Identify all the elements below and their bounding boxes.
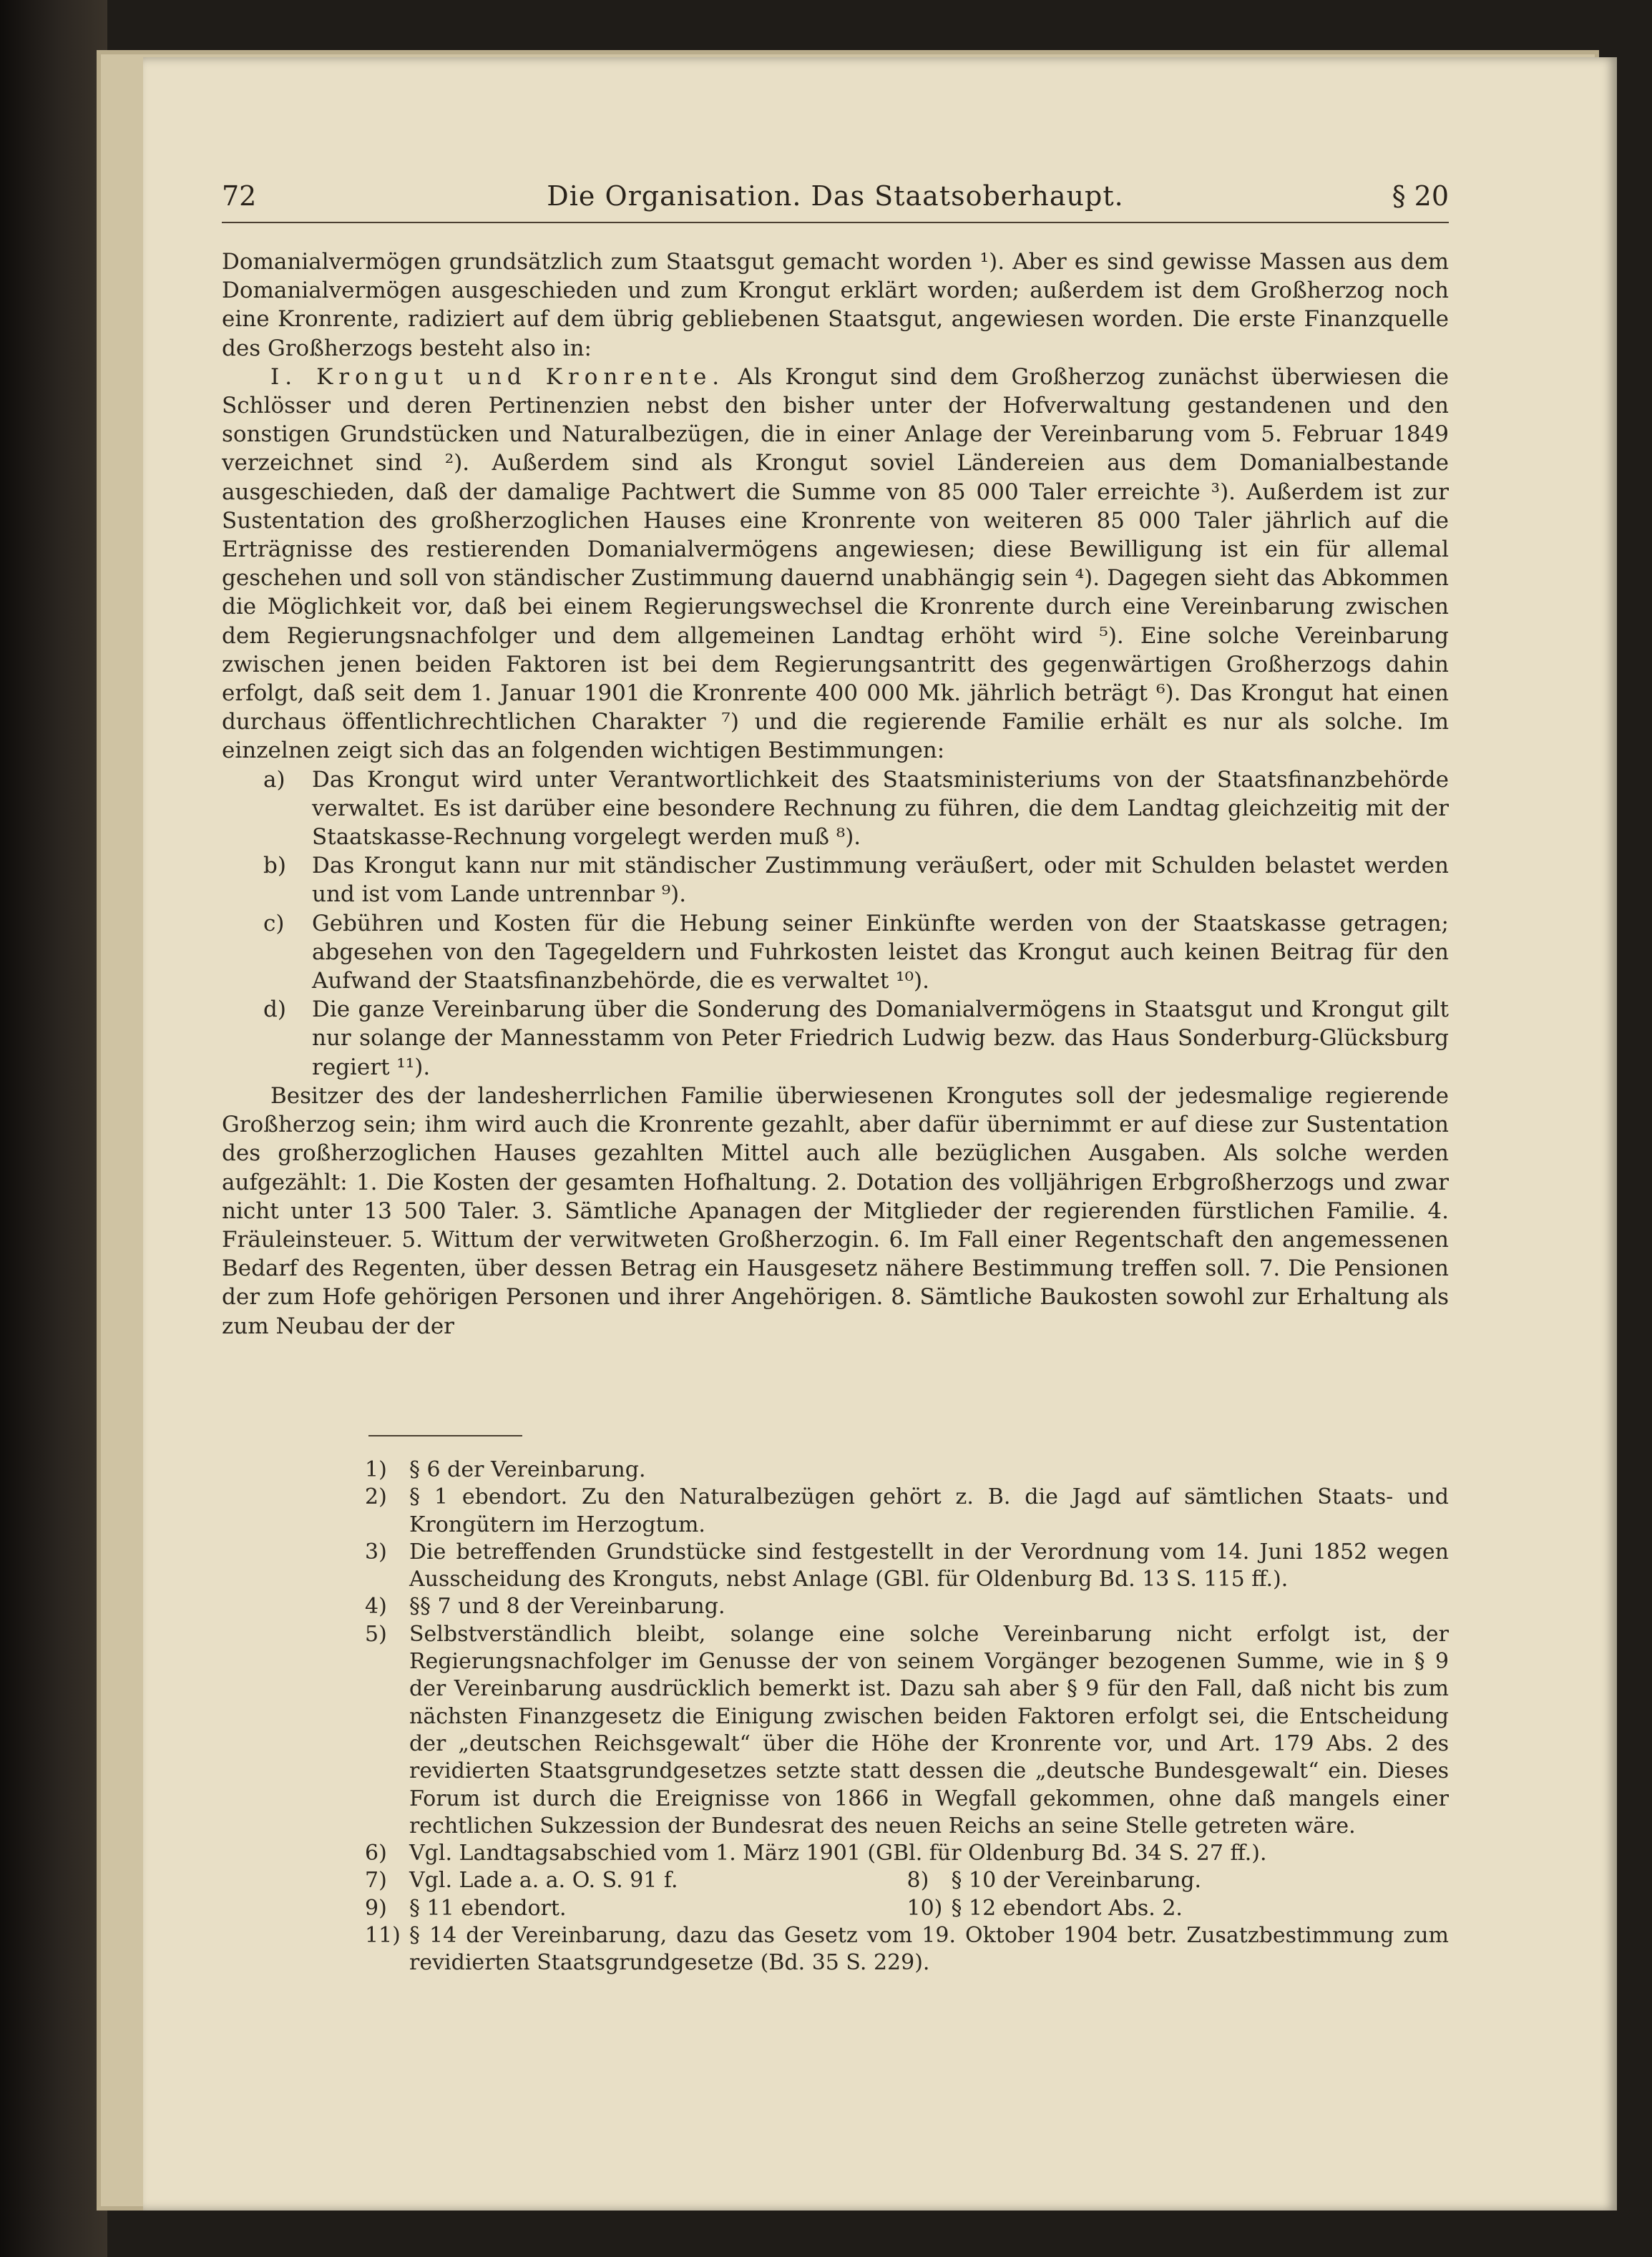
footnote [365,1621,1449,1840]
footnote-number: 6) [365,1841,387,1866]
footnote-text: § 14 der Vereinbarung, dazu das Gesetz vom 19. Oktober 1904 betr. Zusatzbestimmung zum revidierten Staatsgrundgesetze (Bd. 35 S. 229). [409,1923,1449,1976]
book-binding [0,0,107,2257]
footnote-number: 9) [365,1895,387,1921]
list-item [263,765,1449,852]
footnote-text: § 12 ebendort Abs. 2. [951,1895,1183,1921]
main-text [222,248,1449,1341]
footnote-number: 7) [365,1868,387,1894]
list-marker: a) [263,766,285,793]
footnote-row [365,1895,1449,1922]
footnote-number: 1) [365,1457,387,1482]
footnote-text: Selbstverständlich bleibt, solange eine solche Vereinbarung nicht erfolgt ist, der Regierungsnachfolger im Genusse der von seinem Vorgänger bezogenen Summe, wie in § 9 der Vereinbarung ausdrücklich bemerkt ist. Dazu sah aber § 9 für den Fall, daß nicht bis zum nächsten Finanzgesetz die Einigung zwischen beiden Faktoren erfolgt sei, die Entscheidung der „deutschen Reichsgewalt“ über die Höhe der Kronrente vor, und Art. 179 Abs. 2 des revidierten Staatsgrundgesetzes setzte statt dessen die „deutsche Bundesgewalt“ ein. Dieses Forum ist durch die Ereignisse von 1866 in Wegfall gekommen, ohne daß mangels einer rechtlichen Sukzession der Bundesrat des neuen Reichs an seine Stelle getreten wäre. [409,1621,1449,1839]
list-marker: d) [263,997,286,1023]
list-item-text: Die ganze Vereinbarung über die Sonderung des Domanialvermögens in Staatsgut und Krongut gilt nur solange der Mannesstamm von Peter Friedrich Ludwig bezw. das Haus Sonderburg-Glücksburg regiert ¹¹). [312,997,1449,1080]
footnote [365,1840,1449,1867]
section-heading: I. Krongut und Kronrente. [270,363,725,390]
footnote-number: 11) [365,1923,401,1949]
list-marker: c) [263,910,285,936]
page-number: 72 [222,180,257,212]
footnote-number: 3) [365,1539,387,1565]
footnote-text: §§ 7 und 8 der Vereinbarung. [409,1594,725,1620]
footnote-divider [368,1435,522,1436]
footnote-number: 8) [906,1868,929,1894]
list-item [263,851,1449,909]
list-item-text: Gebühren und Kosten für die Hebung seiner Einkünfte werden von der Staatskasse getragen; abgesehen von den Tagegeldern und Fuhrkosten leistet das Krongut auch keinen Beitrag für den Aufwand der Staatsfinanzbehörde, die es verwaltet ¹⁰). [312,910,1449,994]
list-marker: b) [263,853,286,879]
footnote [365,1456,1449,1484]
list-item-text: Das Krongut kann nur mit ständischer Zustimmung veräußert, oder mit Schulden belastet werden und ist vom Lande untrennbar ⁹). [312,853,1449,908]
footnote [365,1593,1449,1620]
footnote [365,1922,1449,1977]
footnote-number: 2) [365,1484,387,1510]
section-number: § 20 [1392,180,1449,212]
running-title: Die Organisation. Das Staatsoberhaupt. [547,180,1124,212]
intro-paragraph: Domanialvermögen grundsätzlich zum Staatsgut gemacht worden ¹). Aber es sind gewisse Massen aus dem Domanialvermögen ausgeschieden und zum Krongut erklärt worden; außerdem ist dem Großherzog noch eine Kronrente, radiziert auf dem übrig gebliebenen Staatsgut, angewiesen worden. Die erste Finanzquelle des Großherzogs besteht also in: [222,249,1449,361]
list-item [263,909,1449,996]
footnote-row [365,1867,1449,1894]
footnote [365,1867,907,1894]
footnote [365,1539,1449,1594]
running-header [222,179,1449,223]
krongut-text: Als Krongut sind dem Großherzog zunächst überwiesen die Schlösser und deren Pertinenzien nebst den bisher unter der Hofverwaltung gestandenen und den sonstigen Grundstücken und Naturalbezügen, die in einer Anlage der Vereinbarung vom 5. Februar 1849 verzeichnet sind ²). Außerdem sind als Krongut soviel Ländereien aus dem Domanialbestande ausgeschieden, daß der damalige Pachtwert die Summe von 85 000 Taler erreichte ³). Außerdem ist zur Sustentation des großherzoglichen Hauses eine Kronrente von weiteren 85 000 Taler jährlich auf die Erträgnisse des restierenden Domanialvermögens angewiesen; diese Bewilligung ist ein für allemal geschehen und soll von ständischer Zustimmung dauernd unabhängig sein ⁴). Dagegen sieht das Abkommen die Möglichkeit vor, daß bei einem Regierungswechsel die Kronrente durch eine Vereinbarung zwischen dem Regierungsnachfolger und dem allgemeinen Landtag erhöht wird ⁵). Eine solche Vereinbarung zwischen jenen beiden Faktoren ist bei dem Regierungsantritt des gegenwärtigen Großherzogs dahin erfolgt, daß seit dem 1. Januar 1901 die Kronrente 400 000 Mk. jährlich beträgt ⁶). Das Krongut hat einen durchaus öffentlichrechtlichen Charakter ⁷) und die regierende Familie erhält es nur als solche. Im einzelnen zeigt sich das an folgenden wichtigen Bestimmungen: [222,363,1449,764]
list-item [263,995,1449,1082]
footnote-text: § 11 ebendort. [409,1895,567,1921]
footnote [365,1895,907,1922]
footnotes [365,1456,1449,1977]
footnote-text: Die betreffenden Grundstücke sind festgestellt in der Verordnung vom 14. Juni 1852 wegen Ausscheidung des Kronguts, nebst Anlage (GBl. für Oldenburg Bd. 13 S. 115 ff.). [409,1539,1449,1592]
krongut-paragraph [222,363,1449,765]
footnote-text: § 6 der Vereinbarung. [409,1457,646,1482]
provisions-list [222,765,1449,1082]
footnote-text: Vgl. Lade a. a. O. S. 91 f. [409,1868,678,1894]
footnote-number: 5) [365,1621,387,1647]
footnote-text: Vgl. Landtagsabschied vom 1. März 1901 (GBl. für Oldenburg Bd. 34 S. 27 ff.). [409,1841,1267,1866]
footnote-text: § 10 der Vereinbarung. [951,1868,1202,1894]
footnote-text: § 1 ebendort. Zu den Naturalbezügen gehört z. B. die Jagd auf sämtlichen Staats- und Krongütern im Herzogtum. [409,1484,1449,1537]
footnote [365,1484,1449,1539]
footnote [907,1895,1450,1922]
footnote [907,1867,1450,1894]
besitzer-paragraph: Besitzer des der landesherrlichen Familie überwiesenen Krongutes soll der jedesmalige regierende Großherzog sein; ihm wird auch die Kronrente gezahlt, aber dafür übernimmt er auf diese zur Sustentation des großherzoglichen Hauses gezahlten Mittel auch alle bezüglichen Ausgaben. Als solche werden aufgezählt: 1. Die Kosten der gesamten Hofhaltung. 2. Dotation des volljährigen Erbgroßherzogs und zwar nicht unter 13 500 Taler. 3. Sämtliche Apanagen der Mitglieder der regierenden fürstlichen Familie. 4. Fräuleinsteuer. 5. Wittum der verwitweten Großherzogin. 6. Im Fall einer Regentschaft den angemessenen Bedarf des Regenten, über dessen Betrag ein Hausgesetz nähere Bestimmung treffen soll. 7. Die Pensionen der zum Hofe gehörigen Personen und ihrer Angehörigen. 8. Sämtliche Baukosten sowohl zur Erhaltung als zum Neubau der der [222,1082,1449,1339]
list-item-text: Das Krongut wird unter Verantwortlichkeit des Staatsministeriums von der Staatsfinanzbehörde verwaltet. Es ist darüber eine besondere Rechnung zu führen, die dem Landtag gleichzeitig mit der Staatskasse-Rechnung vorgelegt werden muß ⁸). [312,766,1449,851]
footnote-number: 10) [906,1895,943,1921]
footnote-number: 4) [365,1594,387,1620]
